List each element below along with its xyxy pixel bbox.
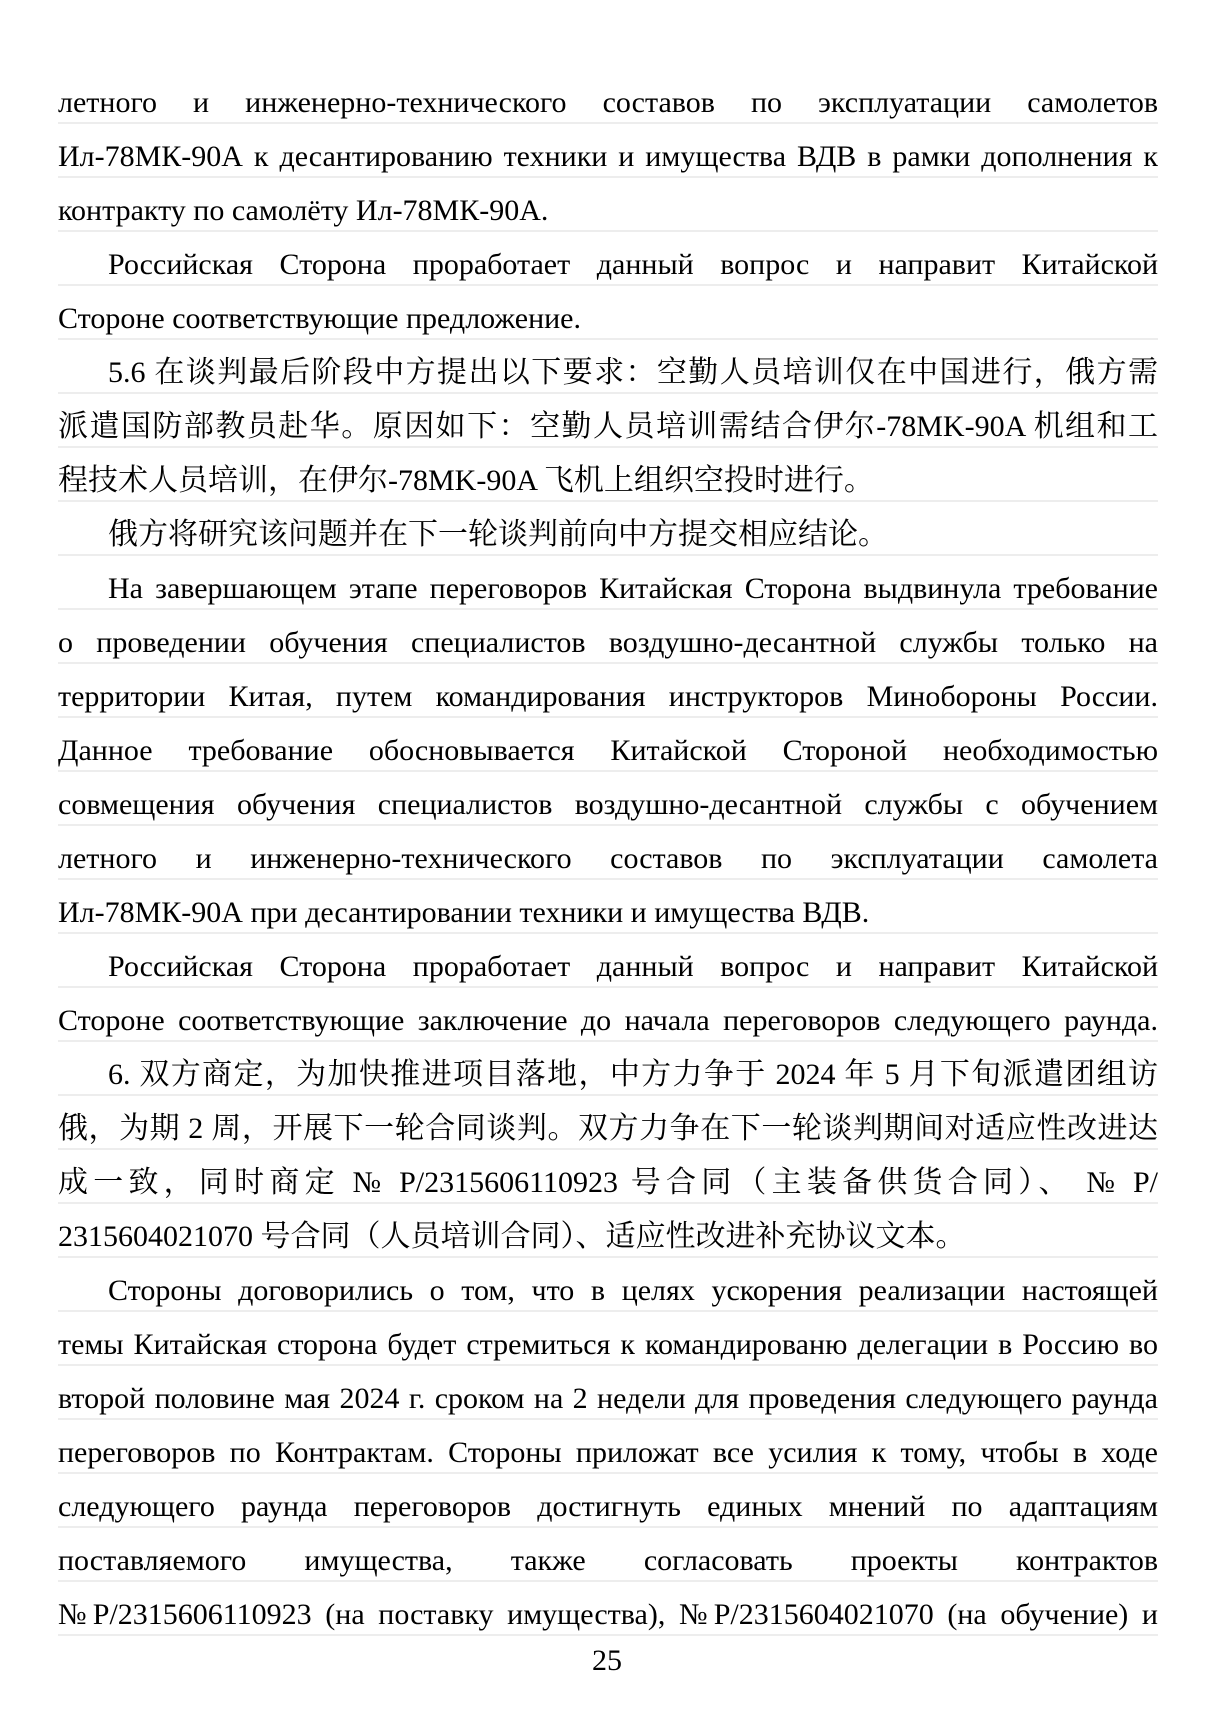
text-line: 5.6 在谈判最后阶段中方提出以下要求：空勤人员培训仅在中国进行，俄方需 <box>58 346 1158 400</box>
text-line: №Р/2315606110923 (на поставку имущества), №Р/2315604021070 (на обучение) и <box>58 1588 1158 1642</box>
document-body <box>58 76 1158 1642</box>
text-line: летного и инженерно-технического составов по эксплуатации самолета <box>58 832 1158 886</box>
text-line: контракту по самолёту Ил-78МК-90А. <box>58 184 1158 238</box>
text-line: Стороне соответствующие предложение. <box>58 292 1158 346</box>
paragraph <box>58 346 1158 508</box>
text-line: 程技术人员培训，在伊尔-78MK-90A 飞机上组织空投时进行。 <box>58 454 1158 508</box>
text-line: летного и инженерно-технического составов по эксплуатации самолетов <box>58 76 1158 130</box>
text-line: Ил-78МК-90А при десантировании техники и имущества ВДВ. <box>58 886 1158 940</box>
text-line: На завершающем этапе переговоров Китайская Сторона выдвинула требование <box>58 562 1158 616</box>
paragraph <box>58 1264 1158 1642</box>
text-line: территории Китая, путем командирования инструкторов Минобороны России. <box>58 670 1158 724</box>
text-line: о проведении обучения специалистов воздушно-десантной службы только на <box>58 616 1158 670</box>
text-line: Стороны договорились о том, что в целях ускорения реализации настоящей <box>58 1264 1158 1318</box>
text-line: 派遣国防部教员赴华。原因如下：空勤人员培训需结合伊尔-78MK-90A 机组和工 <box>58 400 1158 454</box>
paragraph <box>58 562 1158 940</box>
text-line: Ил-78МК-90А к десантированию техники и имущества ВДВ в рамки дополнения к <box>58 130 1158 184</box>
text-line: совмещения обучения специалистов воздушно-десантной службы с обучением <box>58 778 1158 832</box>
paragraph <box>58 1048 1158 1264</box>
text-line: 俄，为期 2 周，开展下一轮合同谈判。双方力争在下一轮谈判期间对适应性改进达 <box>58 1102 1158 1156</box>
text-line: поставляемого имущества, также согласовать проекты контрактов <box>58 1534 1158 1588</box>
text-line: Российская Сторона проработает данный вопрос и направит Китайской <box>58 238 1158 292</box>
text-line: Стороне соответствующие заключение до начала переговоров следующего раунда. <box>58 994 1158 1048</box>
text-line: 2315604021070 号合同（人员培训合同）、适应性改进补充协议文本。 <box>58 1210 1158 1264</box>
text-line: второй половине мая 2024 г. сроком на 2 недели для проведения следующего раунда <box>58 1372 1158 1426</box>
text-line: темы Китайская сторона будет стремиться к командированю делегации в Россию во <box>58 1318 1158 1372</box>
text-line: Российская Сторона проработает данный вопрос и направит Китайской <box>58 940 1158 994</box>
paragraph <box>58 940 1158 1048</box>
text-line: 俄方将研究该问题并在下一轮谈判前向中方提交相应结论。 <box>58 508 1158 562</box>
page-number: 25 <box>592 1644 622 1677</box>
text-line: Данное требование обосновывается Китайской Стороной необходимостью <box>58 724 1158 778</box>
paragraph <box>58 238 1158 346</box>
text-line: переговоров по Контрактам. Стороны приложат все усилия к тому, чтобы в ходе <box>58 1426 1158 1480</box>
page-footer <box>0 1634 1214 1688</box>
text-line: следующего раунда переговоров достигнуть единых мнений по адаптациям <box>58 1480 1158 1534</box>
paragraph <box>58 508 1158 562</box>
paragraph <box>58 76 1158 238</box>
text-line: 成一致，同时商定 № P/2315606110923 号合同（主装备供货合同）、 № P/ <box>58 1156 1158 1210</box>
text-line: 6. 双方商定，为加快推进项目落地，中方力争于 2024 年 5 月下旬派遣团组访 <box>58 1048 1158 1102</box>
